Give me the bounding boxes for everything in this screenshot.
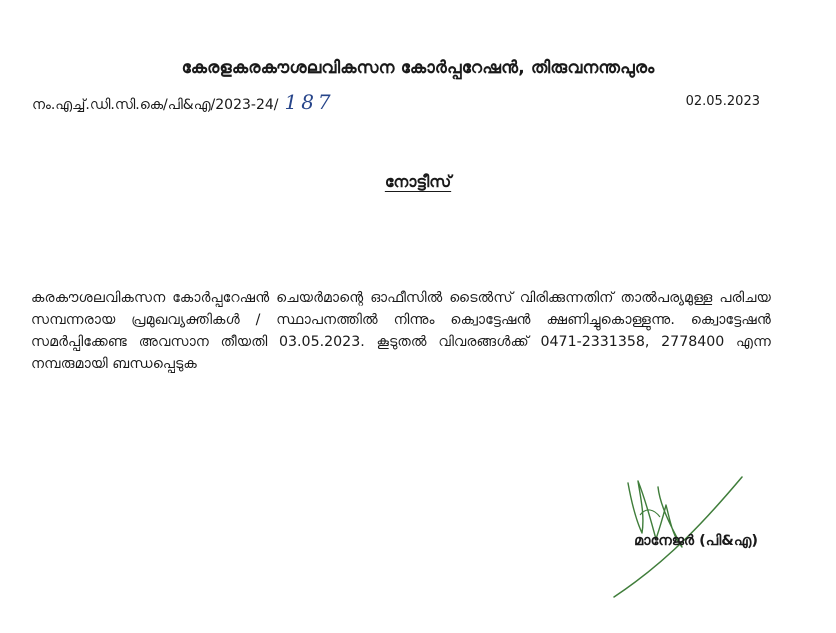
document-date: 02.05.2023 <box>685 94 760 109</box>
notice-title-text: നോട്ടീസ് <box>384 172 452 191</box>
notice-title <box>0 172 836 192</box>
designation: മാനേജർ (പി&എ) <box>634 533 758 549</box>
reference-prefix: നം.എച്ച്.ഡി.സി.കെ/പി&എ/2023-24/ <box>32 97 279 113</box>
reference-line <box>32 90 335 114</box>
notice-body: കരകൗശലവികസന കോർപ്പറേഷൻ ചെയർമാന്റെ ഓഫീസിൽ ടൈൽസ് വിരിക്കുന്നതിന് താൽപര്യമുള്ള പരിചയ സമ്പന്നരായ പ്രമുഖവ്യക്തികൾ / സ്ഥാപനത്തിൽ നിന്നും ക്വൊട്ടേഷൻ ക്ഷണിച്ചുകൊള്ളുന്നു. ക്വൊട്ടേഷൻ സമർപ്പിക്കേണ്ട അവസാന തീയതി 03.05.2023. കൂടുതൽ വിവരങ്ങൾക്ക് 0471-2331358, 2778400 എന്ന നമ്പരുമായി ബന്ധപ്പെടുക <box>31 290 771 372</box>
organization-name: കേരളകരകൗശലവികസന കോർപ്പറേഷൻ, തിരുവനന്തപുരം <box>181 58 655 78</box>
reference-number: 187 <box>284 90 335 114</box>
